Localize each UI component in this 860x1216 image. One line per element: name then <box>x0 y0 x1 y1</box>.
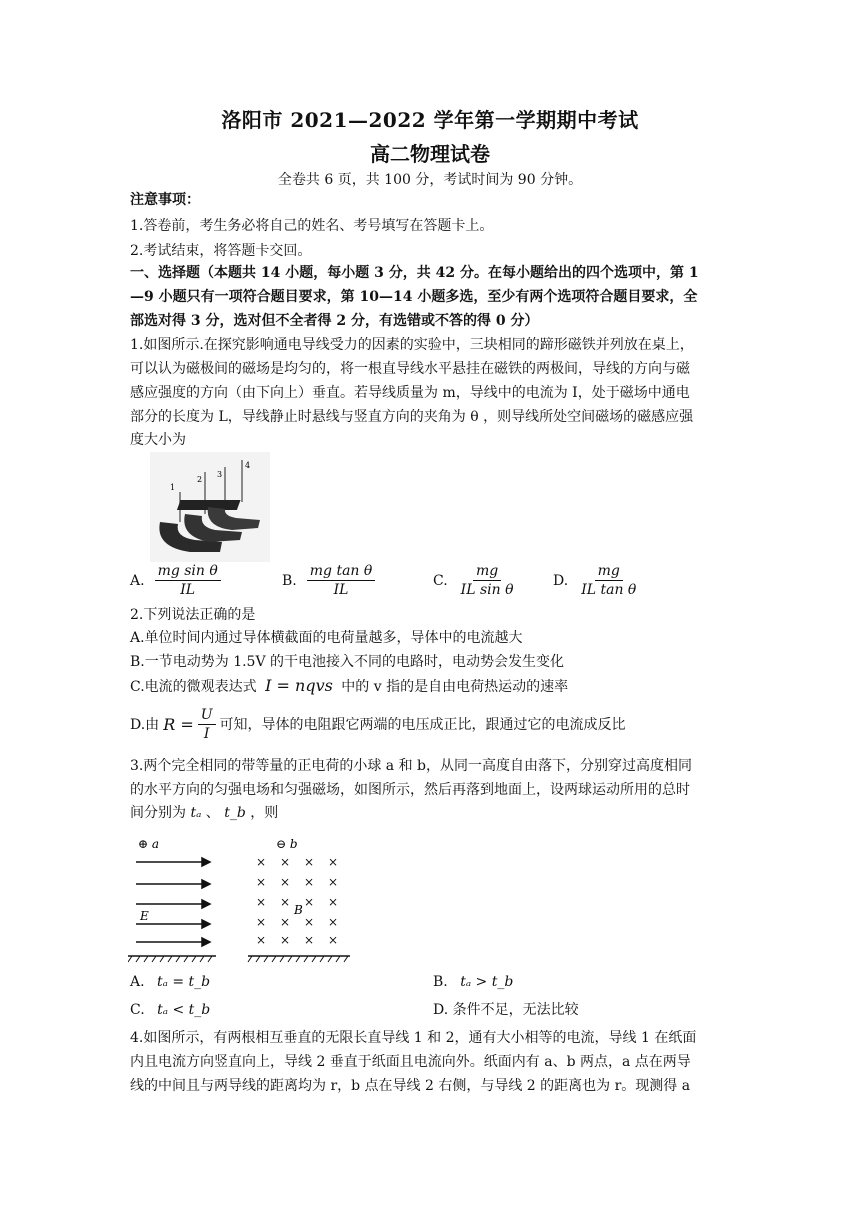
note-item-2: 2.考试结束，将答题卡交回。 <box>130 243 312 259</box>
option-text: 条件不足，无法比较 <box>452 1002 579 1018</box>
separator: 、 <box>205 805 220 821</box>
svg-text:×: × <box>256 915 267 929</box>
horseshoe-magnets-figure <box>150 452 270 562</box>
q2-stem: 2.下列说法正确的是 <box>130 607 256 623</box>
wire-label-1: 1 <box>170 483 176 492</box>
option-text: 中的 v 指的是自由电荷热运动的速率 <box>341 679 569 695</box>
svg-text:×: × <box>304 895 315 909</box>
b-field-label: B <box>294 903 303 917</box>
svg-text:×: × <box>304 933 315 947</box>
svg-text:×: × <box>328 855 339 869</box>
q1-option-a[interactable] <box>130 562 225 599</box>
q1-stem-line: 度大小为 <box>130 432 186 448</box>
svg-text:×: × <box>280 875 291 889</box>
section-heading-line-2: —9 小题只有一项符合题目要求，第 10—14 小题多选，至少有两个选项符合题目要求，全 <box>130 289 698 305</box>
ground-hatching <box>128 956 348 962</box>
option-label: A. <box>130 572 145 589</box>
q3-option-b[interactable] <box>433 972 513 992</box>
fraction <box>578 562 639 599</box>
wire-label-2: 2 <box>197 475 203 484</box>
q3-option-c[interactable] <box>130 1000 210 1020</box>
q1-stem-line: 可以认为磁极间的磁场是均匀的，将一根直导线水平悬挂在磁铁的两极间，导线的方向与磁 <box>130 361 690 377</box>
fraction <box>198 706 216 743</box>
formula: I = nqvs <box>265 676 333 695</box>
q4-stem-line: 线的中间且与两导线的距离均为 r，b 点在导线 2 右侧，与导线 2 的距离也为 r。现测得 a <box>130 1078 691 1094</box>
section-heading-line-3: 部选对得 3 分，选对但不全者得 2 分，有选错或不答的得 0 分） <box>130 313 539 329</box>
q1-stem-line: 1.如图所示.在探究影响通电导线受力的因素的实验中，三块相同的蹄形磁铁并列放在桌上， <box>130 337 694 353</box>
option-label: C. <box>130 1002 145 1018</box>
denominator: IL sin θ <box>460 582 514 598</box>
time-a: tₐ <box>190 805 202 821</box>
svg-text:×: × <box>328 875 339 889</box>
svg-text:×: × <box>256 895 267 909</box>
wire-label-3: 3 <box>217 470 223 479</box>
svg-text:×: × <box>280 895 291 909</box>
note-item-1: 1.答卷前，考生务必将自己的姓名、考号填写在答题卡上。 <box>130 218 494 234</box>
q1-option-c[interactable] <box>433 562 521 599</box>
option-label: D. <box>433 1002 449 1018</box>
stem-text: 间分别为 <box>130 805 186 821</box>
q3-option-a[interactable] <box>130 972 210 992</box>
option-text: 可知，导体的电阻跟它两端的电压成正比，跟通过它的电流成反比 <box>219 716 626 733</box>
q3-stem-line: 3.两个完全相同的带等量的正电荷的小球 a 和 b，从同一高度自由落下，分别穿过高度相同 <box>130 758 693 774</box>
option-label: C. <box>433 572 448 589</box>
option-label: B. <box>282 572 297 589</box>
notes-heading: 注意事项： <box>130 192 200 208</box>
formula-lhs: R = <box>163 714 194 734</box>
option-text: D.由 <box>130 716 160 733</box>
svg-text:×: × <box>304 855 315 869</box>
fraction <box>458 562 517 599</box>
ball-b-label: ⊖ b <box>276 837 298 851</box>
time-b: t_b <box>224 805 246 821</box>
e-field-label: E <box>140 909 149 923</box>
q1-stem-line: 部分的长度为 L，导线静止时悬线与竖直方向的夹角为 θ ，则导线所处空间磁场的磁感应强 <box>130 409 694 425</box>
electric-field-arrows <box>136 858 210 946</box>
numerator: U <box>198 706 216 725</box>
denominator: IL <box>180 582 196 598</box>
ball-a-label: ⊕ a <box>138 837 160 851</box>
q4-stem-line: 4.如图所示，有两根相互垂直的无限长直导线 1 和 2，通有大小相等的电流，导线 1 在纸面 <box>130 1030 697 1046</box>
field-diagram <box>128 832 353 964</box>
option-text: tₐ < t_b <box>157 1002 211 1018</box>
numerator: mg tan θ <box>307 562 376 581</box>
svg-text:×: × <box>256 855 267 869</box>
svg-text:×: × <box>256 875 267 889</box>
svg-text:×: × <box>280 933 291 947</box>
q3-stem-line <box>130 803 278 823</box>
option-text: tₐ = t_b <box>157 974 211 990</box>
option-label: D. <box>553 572 569 589</box>
numerator: mg <box>595 562 623 581</box>
svg-text:×: × <box>304 915 315 929</box>
q1-option-b[interactable] <box>282 562 379 599</box>
q4-stem-line: 内且电流方向竖直向上，导线 2 垂直于纸面且电流向外。纸面内有 a、b 两点，a 点在两导 <box>130 1054 691 1070</box>
exam-subject-title: 高二物理试卷 <box>370 142 490 166</box>
option-text: C.电流的微观表达式 <box>130 679 257 695</box>
svg-text:×: × <box>280 855 291 869</box>
fraction <box>307 562 376 599</box>
numerator: mg <box>473 562 501 581</box>
fraction <box>155 562 221 599</box>
svg-text:×: × <box>280 915 291 929</box>
denominator: IL tan θ <box>581 582 637 598</box>
svg-text:×: × <box>328 915 339 929</box>
q1-option-d[interactable] <box>553 562 643 599</box>
option-text: tₐ > t_b <box>460 974 514 990</box>
magnetic-field-crosses <box>256 855 338 947</box>
q2-option-c[interactable] <box>130 676 568 697</box>
exam-info: 全卷共 6 页，共 100 分，考试时间为 90 分钟。 <box>277 172 583 188</box>
q2-option-a[interactable]: A.单位时间内通过导体横截面的电荷量越多，导体中的电流越大 <box>130 630 523 646</box>
q1-stem-line: 感应强度的方向（由下向上）垂直。若导线质量为 m，导线中的电流为 I，处于磁场中通电 <box>130 385 690 401</box>
denominator: IL <box>333 582 349 598</box>
option-label: B. <box>433 974 448 990</box>
section-heading-line-1: 一、选择题（本题共 14 小题，每小题 3 分，共 42 分。在每小题给出的四个选项中，第 1 <box>130 265 699 281</box>
option-label: A. <box>130 974 145 990</box>
svg-text:×: × <box>328 933 339 947</box>
stem-text: ，则 <box>250 805 279 821</box>
svg-text:×: × <box>328 895 339 909</box>
svg-text:×: × <box>256 933 267 947</box>
exam-title: 洛阳市 2021—2022 学年第一学期期中考试 <box>221 108 639 132</box>
q3-option-d[interactable] <box>433 1000 579 1020</box>
q2-option-d[interactable] <box>130 706 626 743</box>
wire-label-4: 4 <box>245 461 251 470</box>
svg-text:×: × <box>304 875 315 889</box>
q2-option-b[interactable]: B.一节电动势为 1.5V 的干电池接入不同的电路时，电动势会发生变化 <box>130 654 565 670</box>
numerator: mg sin θ <box>155 562 221 581</box>
q3-stem-line: 的水平方向的匀强电场和匀强磁场，如图所示，然后再落到地面上，设两球运动所用的总时 <box>130 782 690 798</box>
denominator: I <box>203 726 210 742</box>
